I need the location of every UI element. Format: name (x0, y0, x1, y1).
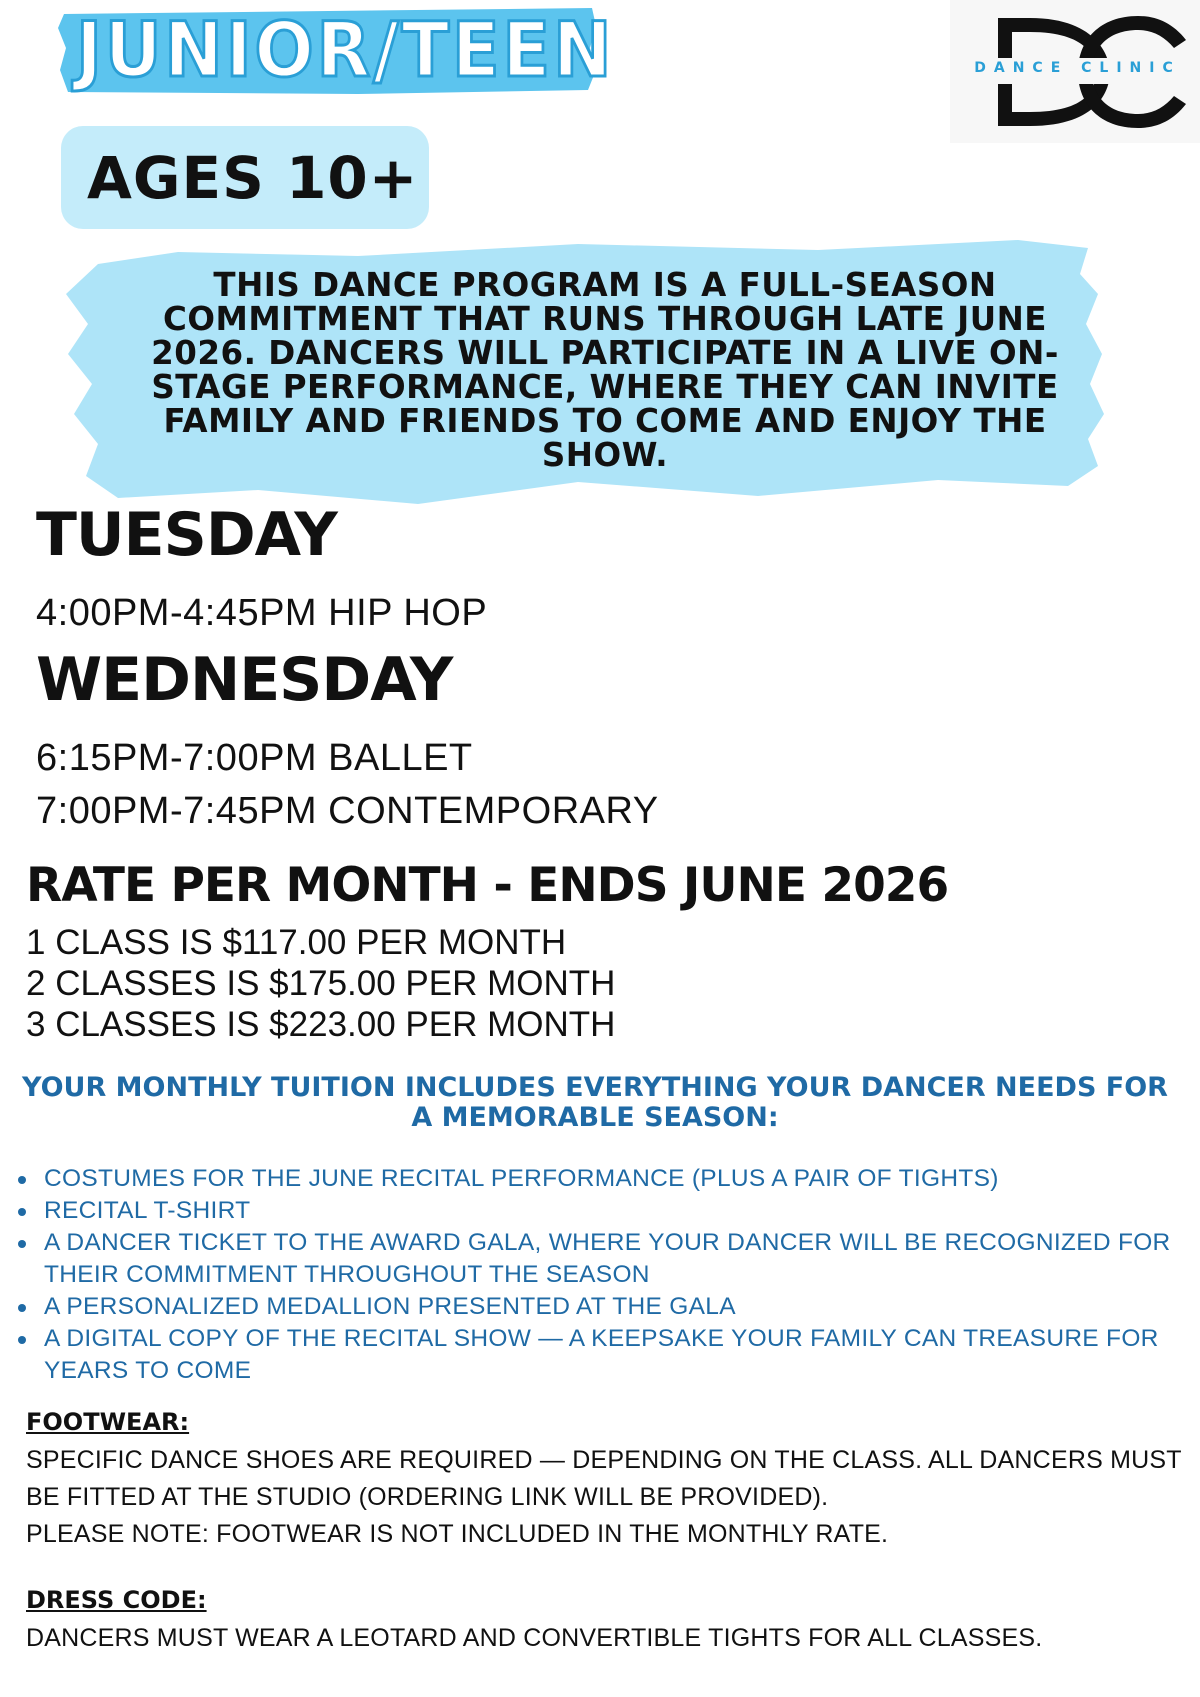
dance-clinic-logo (950, 0, 1200, 143)
footwear-text: SPECIFIC DANCE SHOES ARE REQUIRED — DEPENDING ON THE CLASS. ALL DANCERS MUST BE FITTED AT THE STUDIO (ORDERING LINK WILL BE PROVIDED). (26, 1446, 1182, 1511)
commitment-statement: THIS DANCE PROGRAM IS A FULL-SEASON COMMITMENT THAT RUNS THROUGH LATE JUNE 2026. DANCERS WILL PARTICIPATE IN A LIVE ON-STAGE PERFORMANCE, WHERE THEY CAN INVITE FAMILY AND FRIENDS TO COME AND ENJOY THE SHOW. (151, 266, 1059, 474)
program-title: JUNIOR/TEEN (76, 5, 615, 94)
tuition-includes-heading: YOUR MONTHLY TUITION INCLUDES EVERYTHING YOUR DANCER NEEDS FOR A MEMORABLE SEASON: (22, 1072, 1168, 1133)
class-tuesday-hip-hop: 4:00PM-4:45PM HIP HOP (36, 592, 488, 634)
bullet-icon (18, 1208, 26, 1216)
day-wednesday: WEDNESDAY (36, 645, 453, 715)
list-item: RECITAL T-SHIRT (14, 1195, 1179, 1227)
bullet-icon (18, 1240, 26, 1248)
class-wednesday-ballet: 6:15PM-7:00PM BALLET (36, 737, 473, 779)
bullet-icon (18, 1304, 26, 1312)
program-title-banner (58, 4, 615, 96)
rates-heading: RATE PER MONTH - ENDS JUNE 2026 (26, 858, 949, 913)
rate-line-2: 2 CLASSES IS $175.00 PER MONTH (26, 964, 616, 1003)
bullet-icon (18, 1336, 26, 1344)
class-wednesday-contemporary: 7:00PM-7:45PM CONTEMPORARY (36, 790, 659, 832)
footwear-note: PLEASE NOTE: FOOTWEAR IS NOT INCLUDED IN THE MONTHLY RATE. (26, 1520, 889, 1548)
list-item: A DIGITAL COPY OF THE RECITAL SHOW — A KEEPSAKE YOUR FAMILY CAN TREASURE FOR YEARS TO COME (14, 1323, 1179, 1387)
list-item: A PERSONALIZED MEDALLION PRESENTED AT THE GALA (14, 1291, 1179, 1323)
dress-code-text: DANCERS MUST WEAR A LEOTARD AND CONVERTIBLE TIGHTS FOR ALL CLASSES. (26, 1624, 1043, 1652)
tuition-includes-list (14, 1163, 1179, 1387)
dress-code-heading: DRESS CODE: (26, 1586, 207, 1614)
rate-line-3: 3 CLASSES IS $223.00 PER MONTH (26, 1005, 616, 1044)
bullet-icon (18, 1176, 26, 1184)
list-item: A DANCER TICKET TO THE AWARD GALA, WHERE YOUR DANCER WILL BE RECOGNIZED FOR THEIR COMMITMENT THROUGHOUT THE SEASON (14, 1227, 1179, 1291)
logo-subtitle: DANCE CLINIC (974, 60, 1181, 76)
ages-badge (61, 126, 429, 229)
day-tuesday: TUESDAY (36, 500, 337, 570)
rate-line-1: 1 CLASS IS $117.00 PER MONTH (26, 923, 567, 962)
footwear-heading: FOOTWEAR: (26, 1408, 190, 1436)
ages-label: AGES 10+ (87, 143, 419, 212)
list-item: COSTUMES FOR THE JUNE RECITAL PERFORMANCE (PLUS A PAIR OF TIGHTS) (14, 1163, 1179, 1195)
